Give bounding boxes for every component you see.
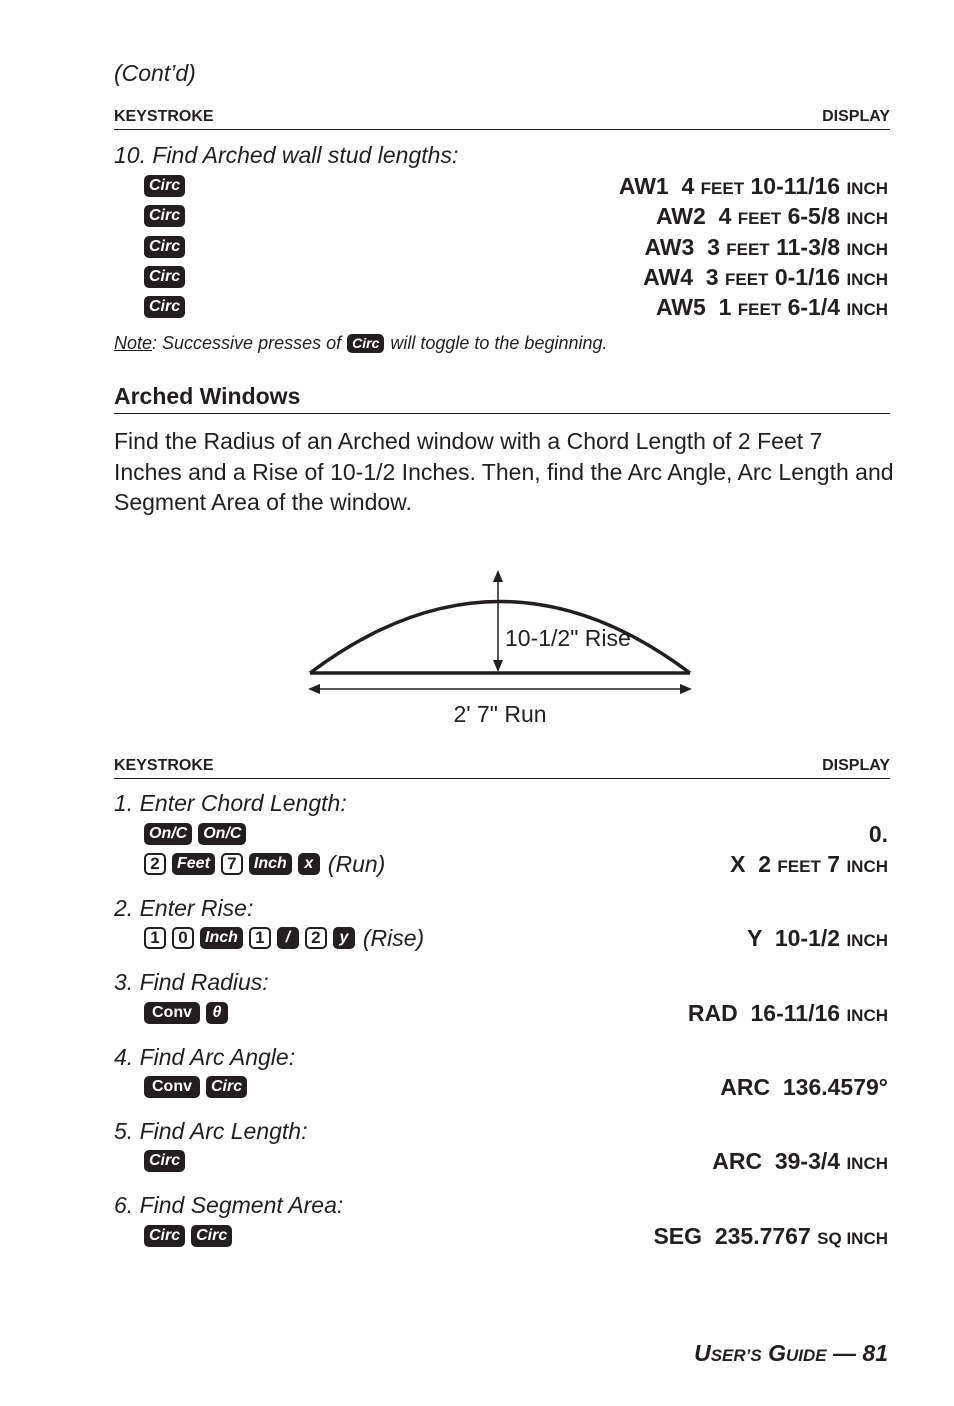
rise-arrow-bottom-head (493, 660, 503, 672)
inch-key[interactable]: Inch (249, 853, 292, 875)
inch-key[interactable]: Inch (200, 927, 243, 949)
run-note: (Run) (327, 850, 386, 877)
step-2-title: 2. Enter Rise: (114, 895, 254, 921)
keystroke-display-header (114, 108, 890, 130)
step-3-title: 3. Find Radius: (114, 969, 269, 995)
aw-row (144, 172, 890, 200)
step-10-title: 10. Find Arched wall stud lengths: (114, 142, 459, 168)
circ-key[interactable]: Circ (144, 175, 185, 197)
circ-key[interactable]: Circ (144, 1225, 185, 1247)
y-key[interactable]: y (333, 927, 355, 949)
aw-row (144, 202, 890, 230)
x-key[interactable]: x (298, 853, 320, 875)
problem-paragraph: Find the Radius of an Arched window with a Chord Length of 2 Feet 7 Inches and a Rise of 10-1/2 Inches. Then, find the Arc Angle, Arc Length and Segment Area of the window. (114, 428, 894, 515)
digit-1-key[interactable]: 1 (144, 927, 166, 949)
step-1-title: 1. Enter Chord Length: (114, 790, 347, 816)
rise-note: (Rise) (362, 924, 425, 951)
step-4-row (144, 1073, 890, 1101)
aw-display: AW4 3 FEET 0-1/16 INCH (643, 264, 888, 290)
section-title: Arched Windows (114, 383, 890, 414)
digit-2-key[interactable]: 2 (305, 927, 327, 949)
run-arrow-right-head (680, 684, 692, 694)
circ-key[interactable]: Circ (206, 1076, 247, 1098)
theta-key[interactable]: θ (206, 1002, 228, 1024)
toggle-note: Note: Successive presses of Circ will toggle to the beginning. (114, 333, 608, 353)
conv-key[interactable]: Conv (144, 1002, 200, 1024)
aw-display: AW2 4 FEET 6-5/8 INCH (655, 203, 888, 229)
circ-key[interactable]: Circ (144, 1150, 185, 1172)
display-value: SEG 235.7767 SQ INCH (653, 1223, 888, 1249)
keystroke-heading: KEYSTROKE (114, 108, 214, 125)
on-c-key[interactable]: On/C (144, 823, 192, 845)
digit-0-key[interactable]: 0 (172, 927, 194, 949)
arch-diagram (300, 560, 700, 740)
run-arrow-left-head (308, 684, 320, 694)
fraction-key[interactable]: / (277, 927, 299, 949)
digit-2-key[interactable]: 2 (144, 853, 166, 875)
run-label: 2' 7" Run (453, 701, 547, 727)
step-3-row (144, 999, 890, 1027)
display-value: ARC 136.4579° (720, 1074, 888, 1100)
rise-arrow-top-head (493, 570, 503, 582)
display-value: Y 10-1/2 INCH (747, 925, 888, 951)
step-5-row (144, 1147, 890, 1175)
conv-key[interactable]: Conv (144, 1076, 200, 1098)
on-c-key[interactable]: On/C (198, 823, 246, 845)
display-heading: DISPLAY (822, 757, 890, 774)
step-6-row (144, 1222, 890, 1250)
aw-display: AW5 1 FEET 6-1/4 INCH (655, 294, 888, 320)
step-5-title: 5. Find Arc Length: (114, 1118, 308, 1144)
display-value: RAD 16-11/16 INCH (687, 1000, 888, 1026)
aw-display: AW1 4 FEET 10-11/16 INCH (618, 173, 888, 199)
contd-label: (Cont’d) (114, 60, 196, 86)
keystroke-heading: KEYSTROKE (114, 757, 214, 774)
circ-key[interactable]: Circ (144, 266, 185, 288)
page-footer: USER’S GUIDE — 81 (694, 1340, 888, 1366)
step-1-row-a (144, 820, 890, 848)
display-heading: DISPLAY (822, 108, 890, 125)
circ-key[interactable]: Circ (144, 205, 185, 227)
feet-key[interactable]: Feet (172, 853, 215, 875)
circ-key[interactable]: Circ (347, 334, 384, 353)
keystroke-display-header (114, 757, 890, 779)
step-2-row (144, 924, 890, 952)
step-1-row-b (144, 850, 890, 878)
aw-row (144, 293, 890, 321)
circ-key[interactable]: Circ (191, 1225, 232, 1247)
digit-1-key[interactable]: 1 (249, 927, 271, 949)
display-value: 0. (868, 821, 888, 847)
aw-display: AW3 3 FEET 11-3/8 INCH (644, 234, 888, 260)
circ-key[interactable]: Circ (144, 236, 185, 258)
step-4-title: 4. Find Arc Angle: (114, 1044, 296, 1070)
display-value: X 2 FEET 7 INCH (730, 851, 888, 877)
display-value: ARC 39-3/4 INCH (712, 1148, 888, 1174)
aw-row (144, 263, 890, 291)
aw-row (144, 233, 890, 261)
circ-key[interactable]: Circ (144, 296, 185, 318)
digit-7-key[interactable]: 7 (221, 853, 243, 875)
step-6-title: 6. Find Segment Area: (114, 1192, 344, 1218)
rise-label: 10-1/2" Rise (505, 625, 631, 651)
